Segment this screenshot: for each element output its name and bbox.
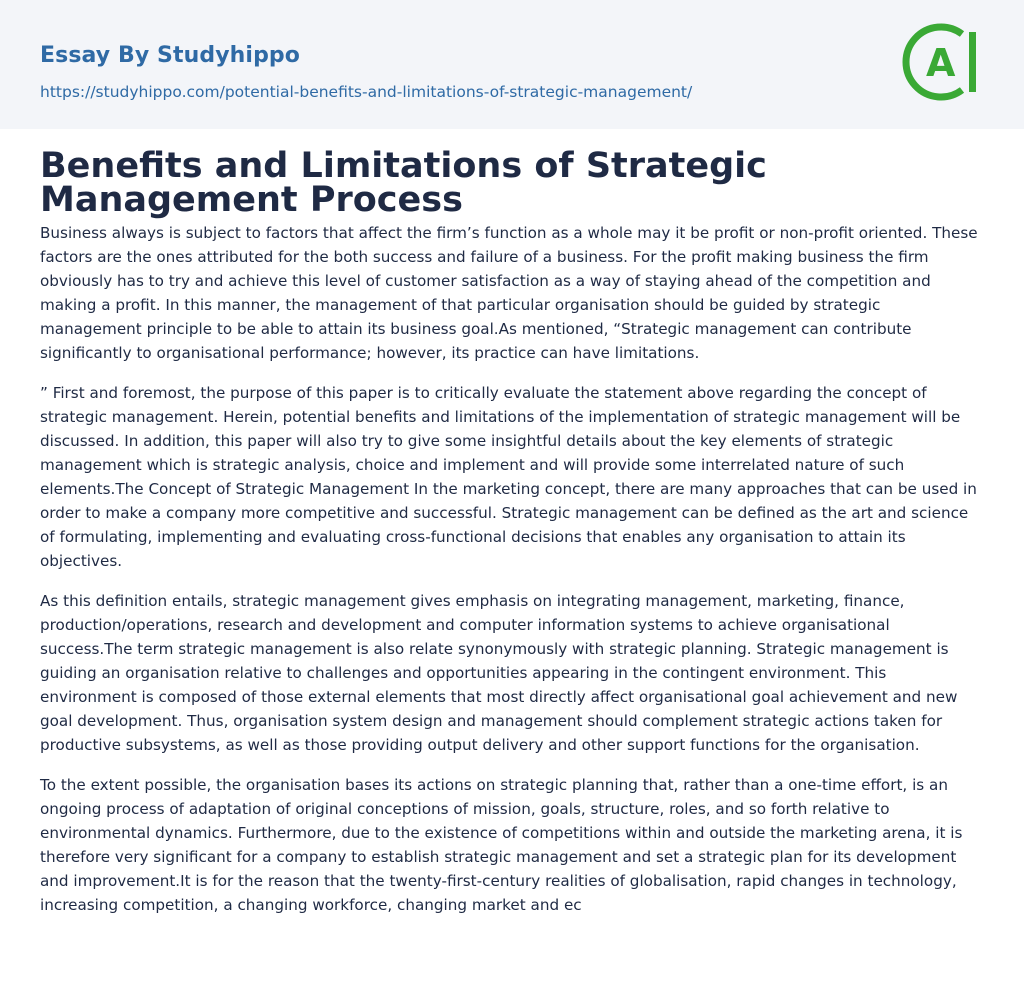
site-header — [0, 0, 1024, 129]
article-title: Benefits and Limitations of Strategic Management Process — [40, 146, 767, 220]
article-body — [0, 129, 1024, 917]
article-paragraph: Business always is subject to factors that affect the firm’s function as a whole may it be profit or non-profit oriented. These factors are the ones attributed for the both success and failure of a business. For the profit making business the firm obviously has to try and achieve this level of customer satisfaction as a way of staying ahead of the competition and making a profit. In this manner, the management of that particular organisation should be guided by strategic management principle to be able to attain its business goal.As mentioned, “Strategic management can contribute significantly to organisational performance; however, its practice can have limitations. — [40, 224, 978, 362]
article-paragraph: To the extent possible, the organisation bases its actions on strategic planning that, rather than a one-time effort, is an ongoing process of adaptation of original conceptions of mission, goals, structure, roles, and so forth relative to environmental dynamics. Furthermore, due to the existence of competitions within and outside the marketing arena, it is therefore very significant for a company to establish strategic management and set a strategic plan for its development and improvement.It is for the reason that the twenty-first-century realities of globalisation, rapid changes in technology, increasing competition, a changing workforce, changing market and ec — [40, 776, 963, 914]
site-brand[interactable]: Essay By Studyhippo — [40, 43, 300, 68]
article-paragraph: As this definition entails, strategic management gives emphasis on integrating management, marketing, finance, production/operations, research and development and computer information systems to achieve organisational success.The term strategic management is also relate synonymously with strategic planning. Strategic management is guiding an organisation relative to challenges and opportunities appearing in the contingent environment. This environment is composed of those external elements that most directly affect organisational goal achievement and new goal development. Thus, organisation system design and management should complement strategic actions taken for productive subsystems, as well as those providing output delivery and other support functions for the organisation. — [40, 592, 958, 754]
studyhippo-logo-icon[interactable] — [900, 20, 984, 104]
article-paragraph: ” First and foremost, the purpose of this paper is to critically evaluate the statement above regarding the concept of strategic management. Herein, potential benefits and limitations of the implementation of strategic management will be discussed. In addition, this paper will also try to give some insightful details about the key elements of strategic management which is strategic analysis, choice and implement and will provide some interrelated nature of such elements.The Concept of Strategic Management In the marketing concept, there are many approaches that can be used in order to make a company more competitive and successful. Strategic management can be defined as the art and science of formulating, implementing and evaluating cross-functional decisions that enables any organisation to attain its objectives. — [40, 384, 977, 570]
logo-letter: A — [926, 41, 956, 85]
article-url-link[interactable]: https://studyhippo.com/potential-benefits-and-limitations-of-strategic-management/ — [40, 83, 693, 101]
